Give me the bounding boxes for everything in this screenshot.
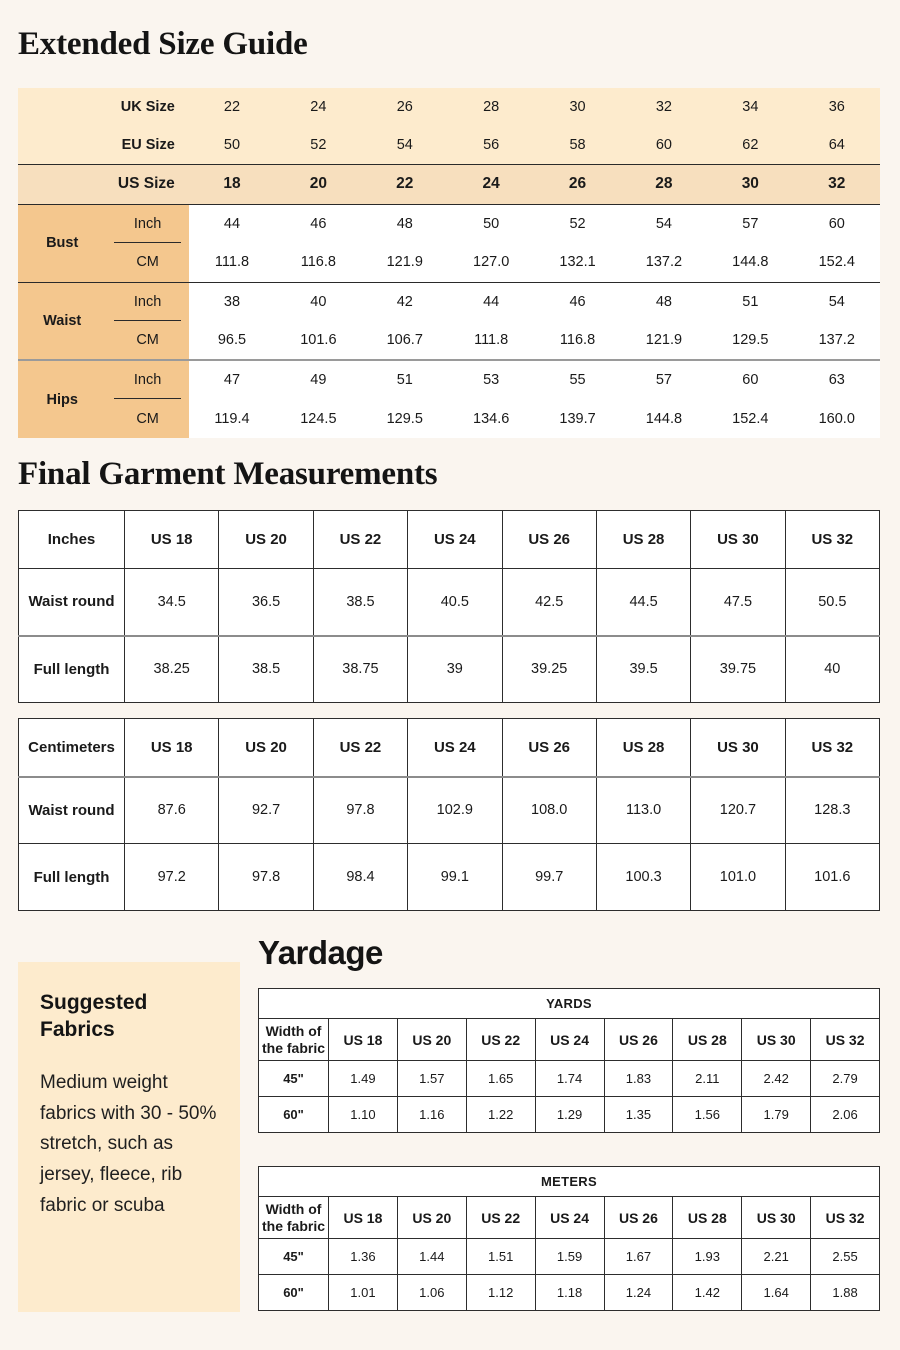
- unit-label-cm-hips: CM: [106, 399, 188, 438]
- yd-size-header-7: US 32: [811, 1019, 880, 1061]
- cell-m60-5: 1.42: [673, 1275, 742, 1311]
- cell-bust-cm-4: 132.1: [534, 243, 620, 282]
- cell-m60-4: 1.24: [604, 1275, 673, 1311]
- cell-hips-cm-1: 124.5: [275, 399, 361, 438]
- cell-waist-cm-4: 116.8: [534, 321, 620, 360]
- garment-centimeters-table: [18, 718, 880, 911]
- cell-waist-cm-1: 101.6: [275, 321, 361, 360]
- size-header-4: US 26: [502, 511, 596, 569]
- group-label-waist: Waist: [18, 282, 106, 360]
- cell-waist-inch-4: 46: [534, 282, 620, 321]
- cell-cm-waist-1: 92.7: [219, 777, 313, 844]
- size-header-cm-0: US 18: [125, 719, 219, 777]
- m-size-header-0: US 18: [329, 1197, 398, 1239]
- unit-label-cm-waist: CM: [106, 321, 188, 360]
- table-row-yards-caption: [259, 989, 880, 1019]
- cell-cm-len-3: 99.1: [408, 844, 502, 911]
- cell-cm-waist-2: 97.8: [313, 777, 407, 844]
- cell-in-len-3: 39: [408, 636, 502, 703]
- cell-cm-len-5: 100.3: [596, 844, 690, 911]
- cell-m60-1: 1.06: [397, 1275, 466, 1311]
- table-row-full-length-cm: [19, 844, 880, 911]
- yd-size-header-1: US 20: [397, 1019, 466, 1061]
- meters-caption: METERS: [259, 1167, 880, 1197]
- cell-hips-cm-7: 160.0: [794, 399, 880, 438]
- cell-hips-inch-4: 55: [534, 360, 620, 399]
- garment-section-title: Final Garment Measurements: [18, 456, 438, 492]
- cell-waist-cm-3: 111.8: [448, 321, 534, 360]
- size-header-1: US 20: [219, 511, 313, 569]
- row-label-full-length-in: Full length: [19, 636, 125, 703]
- cell-cm-len-7: 101.6: [785, 844, 879, 911]
- cell-cm-len-6: 101.0: [691, 844, 785, 911]
- width-label-line2-m: the fabric: [261, 1217, 325, 1234]
- cell-us-4: 26: [534, 164, 620, 204]
- cell-hips-inch-5: 57: [621, 360, 707, 399]
- cell-waist-inch-3: 44: [448, 282, 534, 321]
- size-header-0: US 18: [125, 511, 219, 569]
- cell-yd45-2: 1.65: [466, 1061, 535, 1097]
- unit-label-inch-waist: Inch: [106, 282, 188, 321]
- row-label-us: US Size: [18, 164, 189, 204]
- size-header-cm-5: US 28: [596, 719, 690, 777]
- cell-eu-5: 60: [621, 126, 707, 164]
- cell-eu-1: 52: [275, 126, 361, 164]
- cell-hips-cm-5: 144.8: [621, 399, 707, 438]
- table-row-bust-inch: [18, 204, 880, 243]
- cell-in-len-5: 39.5: [596, 636, 690, 703]
- cell-m45-1: 1.44: [397, 1239, 466, 1275]
- cell-bust-inch-2: 48: [362, 204, 448, 243]
- width-label-line1-yd: Width of: [265, 1022, 322, 1039]
- table-row-eu-size: [18, 126, 880, 164]
- cell-in-waist-2: 38.5: [313, 569, 407, 636]
- table-row-yards-45: [259, 1061, 880, 1097]
- cell-waist-cm-7: 137.2: [794, 321, 880, 360]
- row-label-yards-60: 60": [259, 1097, 329, 1133]
- cell-yd45-3: 1.74: [535, 1061, 604, 1097]
- cell-us-3: 24: [448, 164, 534, 204]
- cell-hips-cm-6: 152.4: [707, 399, 793, 438]
- cell-hips-inch-3: 53: [448, 360, 534, 399]
- m-size-header-7: US 32: [811, 1197, 880, 1239]
- size-header-2: US 22: [313, 511, 407, 569]
- yd-size-header-2: US 22: [466, 1019, 535, 1061]
- row-label-waist-round-in: Waist round: [19, 569, 125, 636]
- cell-yd45-1: 1.57: [397, 1061, 466, 1097]
- cell-yd45-4: 1.83: [604, 1061, 673, 1097]
- yd-size-header-3: US 24: [535, 1019, 604, 1061]
- table-row-hips-cm: [18, 399, 880, 438]
- cell-cm-len-1: 97.8: [219, 844, 313, 911]
- extended-size-table: [18, 88, 880, 438]
- cell-uk-2: 26: [362, 88, 448, 126]
- cell-yd60-1: 1.16: [397, 1097, 466, 1133]
- table-row-hips-inch: [18, 360, 880, 399]
- cell-yd60-3: 1.29: [535, 1097, 604, 1133]
- unit-label-inch-hips: Inch: [106, 360, 188, 399]
- table-row-waist-inch: [18, 282, 880, 321]
- cell-in-waist-3: 40.5: [408, 569, 502, 636]
- row-label-yards-45: 45": [259, 1061, 329, 1097]
- cell-cm-waist-3: 102.9: [408, 777, 502, 844]
- table-row-header-inches: [19, 511, 880, 569]
- cell-in-waist-0: 34.5: [125, 569, 219, 636]
- cell-bust-cm-3: 127.0: [448, 243, 534, 282]
- cell-bust-cm-2: 121.9: [362, 243, 448, 282]
- size-header-cm-1: US 20: [219, 719, 313, 777]
- group-label-hips: Hips: [18, 360, 106, 438]
- cell-uk-4: 30: [534, 88, 620, 126]
- cell-bust-cm-5: 137.2: [621, 243, 707, 282]
- cell-in-waist-1: 36.5: [219, 569, 313, 636]
- cell-bust-cm-7: 152.4: [794, 243, 880, 282]
- yd-size-header-4: US 26: [604, 1019, 673, 1061]
- cell-yd45-6: 2.42: [742, 1061, 811, 1097]
- table-row-bust-cm: [18, 243, 880, 282]
- yardage-meters-table: [258, 1166, 880, 1311]
- cell-yd60-6: 1.79: [742, 1097, 811, 1133]
- yardage-yards-table: [258, 988, 880, 1133]
- cell-bust-cm-0: 111.8: [189, 243, 275, 282]
- m-size-header-2: US 22: [466, 1197, 535, 1239]
- cell-yd60-2: 1.22: [466, 1097, 535, 1133]
- cell-bust-inch-4: 52: [534, 204, 620, 243]
- row-label-meters-45: 45": [259, 1239, 329, 1275]
- row-label-uk: UK Size: [18, 88, 189, 126]
- cell-us-5: 28: [621, 164, 707, 204]
- unit-label-cm-bust: CM: [106, 243, 188, 282]
- size-header-cm-6: US 30: [691, 719, 785, 777]
- yd-size-header-6: US 30: [742, 1019, 811, 1061]
- cell-yd60-7: 2.06: [811, 1097, 880, 1133]
- table-row-full-length-in: [19, 636, 880, 703]
- cell-in-waist-4: 42.5: [502, 569, 596, 636]
- cell-hips-inch-7: 63: [794, 360, 880, 399]
- cell-m60-6: 1.64: [742, 1275, 811, 1311]
- m-size-header-4: US 26: [604, 1197, 673, 1239]
- cell-bust-inch-6: 57: [707, 204, 793, 243]
- table-row-waist-round-cm: [19, 777, 880, 844]
- m-size-header-3: US 24: [535, 1197, 604, 1239]
- cell-hips-inch-0: 47: [189, 360, 275, 399]
- table-row-uk-size: [18, 88, 880, 126]
- cell-m60-7: 1.88: [811, 1275, 880, 1311]
- size-header-cm-4: US 26: [502, 719, 596, 777]
- cell-m45-3: 1.59: [535, 1239, 604, 1275]
- cell-hips-cm-4: 139.7: [534, 399, 620, 438]
- cell-hips-inch-2: 51: [362, 360, 448, 399]
- cell-uk-7: 36: [794, 88, 880, 126]
- unit-header-inches: Inches: [19, 511, 125, 569]
- cell-hips-inch-1: 49: [275, 360, 361, 399]
- cell-bust-inch-0: 44: [189, 204, 275, 243]
- cell-m45-5: 1.93: [673, 1239, 742, 1275]
- cell-us-7: 32: [794, 164, 880, 204]
- garment-inches-table: [18, 510, 880, 703]
- cell-hips-inch-6: 60: [707, 360, 793, 399]
- cell-bust-cm-6: 144.8: [707, 243, 793, 282]
- size-header-5: US 28: [596, 511, 690, 569]
- cell-cm-len-0: 97.2: [125, 844, 219, 911]
- cell-bust-inch-1: 46: [275, 204, 361, 243]
- cell-uk-3: 28: [448, 88, 534, 126]
- yardage-section-title: Yardage: [258, 934, 383, 971]
- cell-eu-3: 56: [448, 126, 534, 164]
- cell-cm-waist-5: 113.0: [596, 777, 690, 844]
- cell-m45-6: 2.21: [742, 1239, 811, 1275]
- cell-uk-6: 34: [707, 88, 793, 126]
- row-label-eu: EU Size: [18, 126, 189, 164]
- width-label-line1-m: Width of: [265, 1200, 322, 1217]
- table-row-yards-60: [259, 1097, 880, 1133]
- unit-label-inch-bust: Inch: [106, 204, 188, 243]
- cell-eu-6: 62: [707, 126, 793, 164]
- size-header-cm-3: US 24: [408, 719, 502, 777]
- cell-yd60-0: 1.10: [329, 1097, 398, 1133]
- size-header-7: US 32: [785, 511, 879, 569]
- suggested-fabrics-title: [40, 990, 218, 1044]
- cell-cm-len-2: 98.4: [313, 844, 407, 911]
- cell-hips-cm-3: 134.6: [448, 399, 534, 438]
- cell-bust-inch-7: 60: [794, 204, 880, 243]
- cell-hips-cm-2: 129.5: [362, 399, 448, 438]
- cell-yd45-7: 2.79: [811, 1061, 880, 1097]
- cell-yd60-5: 1.56: [673, 1097, 742, 1133]
- cell-cm-len-4: 99.7: [502, 844, 596, 911]
- table-row-meters-45: [259, 1239, 880, 1275]
- row-label-full-length-cm: Full length: [19, 844, 125, 911]
- cell-us-0: 18: [189, 164, 275, 204]
- page-title: Extended Size Guide: [18, 26, 308, 62]
- unit-header-centimeters: Centimeters: [19, 719, 125, 777]
- cell-bust-cm-1: 116.8: [275, 243, 361, 282]
- cell-bust-inch-3: 50: [448, 204, 534, 243]
- cell-m60-0: 1.01: [329, 1275, 398, 1311]
- cell-in-len-1: 38.5: [219, 636, 313, 703]
- cell-waist-cm-0: 96.5: [189, 321, 275, 360]
- cell-waist-cm-2: 106.7: [362, 321, 448, 360]
- m-size-header-1: US 20: [397, 1197, 466, 1239]
- table-row-header-cm: [19, 719, 880, 777]
- cell-in-len-4: 39.25: [502, 636, 596, 703]
- cell-eu-2: 54: [362, 126, 448, 164]
- cell-waist-inch-6: 51: [707, 282, 793, 321]
- cell-cm-waist-6: 120.7: [691, 777, 785, 844]
- size-header-6: US 30: [691, 511, 785, 569]
- table-row-meters-60: [259, 1275, 880, 1311]
- cell-in-waist-7: 50.5: [785, 569, 879, 636]
- cell-m60-2: 1.12: [466, 1275, 535, 1311]
- cell-cm-waist-4: 108.0: [502, 777, 596, 844]
- suggested-fabrics-panel: [18, 962, 240, 1312]
- cell-waist-inch-7: 54: [794, 282, 880, 321]
- cell-in-len-2: 38.75: [313, 636, 407, 703]
- cell-m45-7: 2.55: [811, 1239, 880, 1275]
- fabrics-title-line2: Fabrics: [40, 1017, 115, 1041]
- cell-in-waist-6: 47.5: [691, 569, 785, 636]
- row-label-waist-round-cm: Waist round: [19, 777, 125, 844]
- cell-us-6: 30: [707, 164, 793, 204]
- cell-hips-cm-0: 119.4: [189, 399, 275, 438]
- size-header-3: US 24: [408, 511, 502, 569]
- m-size-header-5: US 28: [673, 1197, 742, 1239]
- cell-eu-0: 50: [189, 126, 275, 164]
- cell-bust-inch-5: 54: [621, 204, 707, 243]
- suggested-fabrics-body: Medium weight fabrics with 30 - 50% stretch, such as jersey, fleece, rib fabric or scuba: [40, 1071, 217, 1216]
- size-header-cm-7: US 32: [785, 719, 879, 777]
- cell-m45-2: 1.51: [466, 1239, 535, 1275]
- cell-cm-waist-7: 128.3: [785, 777, 879, 844]
- cell-waist-cm-5: 121.9: [621, 321, 707, 360]
- width-of-fabric-label-meters: [259, 1197, 329, 1239]
- cell-in-len-0: 38.25: [125, 636, 219, 703]
- cell-yd45-0: 1.49: [329, 1061, 398, 1097]
- cell-m45-0: 1.36: [329, 1239, 398, 1275]
- cell-uk-0: 22: [189, 88, 275, 126]
- cell-eu-7: 64: [794, 126, 880, 164]
- cell-yd45-5: 2.11: [673, 1061, 742, 1097]
- m-size-header-6: US 30: [742, 1197, 811, 1239]
- cell-cm-waist-0: 87.6: [125, 777, 219, 844]
- table-row-us-size: [18, 164, 880, 204]
- width-of-fabric-label-yards: [259, 1019, 329, 1061]
- yards-caption: YARDS: [259, 989, 880, 1019]
- width-label-line2-yd: the fabric: [261, 1039, 325, 1056]
- cell-waist-inch-1: 40: [275, 282, 361, 321]
- size-header-cm-2: US 22: [313, 719, 407, 777]
- cell-eu-4: 58: [534, 126, 620, 164]
- table-row-meters-header: [259, 1197, 880, 1239]
- yd-size-header-5: US 28: [673, 1019, 742, 1061]
- cell-waist-inch-2: 42: [362, 282, 448, 321]
- cell-yd60-4: 1.35: [604, 1097, 673, 1133]
- table-row-meters-caption: [259, 1167, 880, 1197]
- cell-in-len-7: 40: [785, 636, 879, 703]
- table-row-waist-round-in: [19, 569, 880, 636]
- cell-uk-1: 24: [275, 88, 361, 126]
- row-label-meters-60: 60": [259, 1275, 329, 1311]
- cell-us-2: 22: [362, 164, 448, 204]
- cell-waist-inch-5: 48: [621, 282, 707, 321]
- cell-us-1: 20: [275, 164, 361, 204]
- table-row-waist-cm: [18, 321, 880, 360]
- cell-uk-5: 32: [621, 88, 707, 126]
- table-row-yards-header: [259, 1019, 880, 1061]
- cell-m60-3: 1.18: [535, 1275, 604, 1311]
- cell-waist-cm-6: 129.5: [707, 321, 793, 360]
- fabrics-title-line1: Suggested: [40, 991, 148, 1014]
- group-label-bust: Bust: [18, 204, 106, 282]
- cell-in-waist-5: 44.5: [596, 569, 690, 636]
- cell-m45-4: 1.67: [604, 1239, 673, 1275]
- cell-in-len-6: 39.75: [691, 636, 785, 703]
- yd-size-header-0: US 18: [329, 1019, 398, 1061]
- cell-waist-inch-0: 38: [189, 282, 275, 321]
